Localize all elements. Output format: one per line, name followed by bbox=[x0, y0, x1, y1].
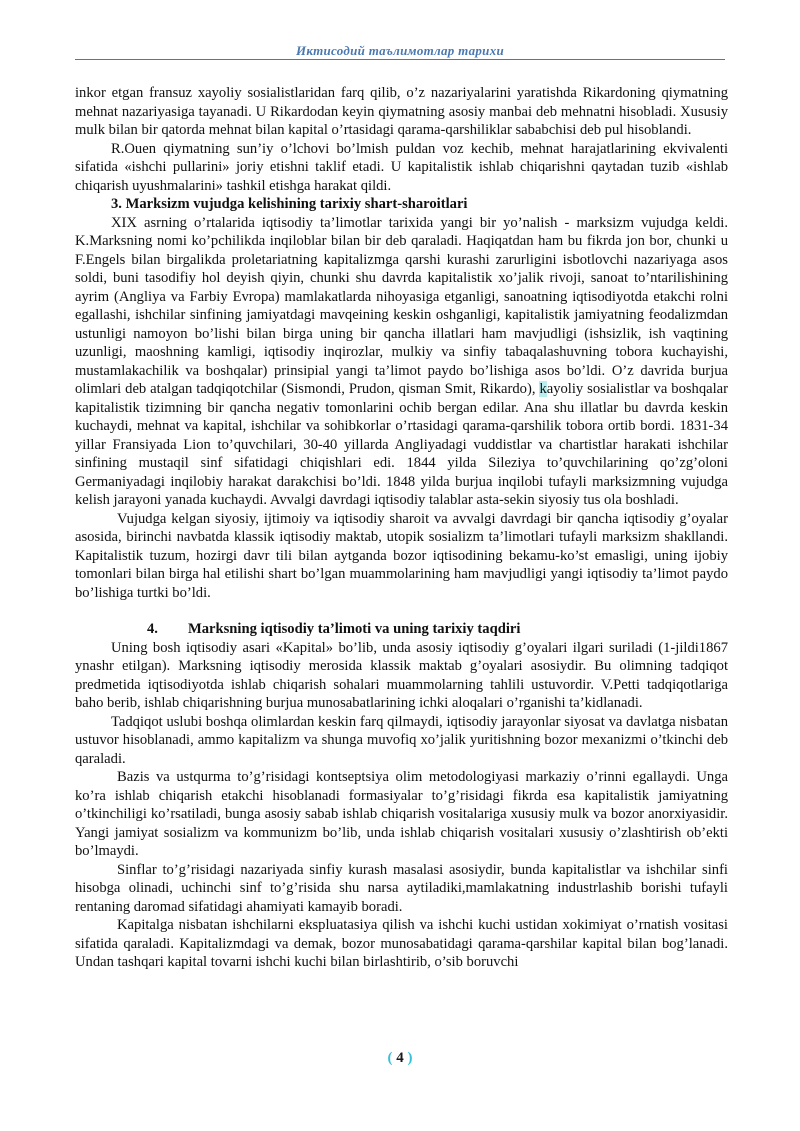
paragraph: Bazis va ustqurma to’g’risidagi kontseptsiya olim metodologiyasi markaziy o’rinni egallaydi. Unga ko’ra ishlab chiqarish etakchi hisoblanadi formasiyalar to’g’risidagi fikrda esa kapitalistik jamiyatning o’tkinchiligi ko’rsatiladi, bunga asosiy sabab ishlab chiqarish vositalariga xususiy mulk va bozor anorxiyasidir. Yangi jamiyat sosializm va kommunizm bo’lib, unda ishlab chiqarish vositalari xususiy o’zlashtirish ob’ekti bo’lmaydi. bbox=[75, 769, 728, 859]
paragraph-text: ayoliy sosialistlar va boshqalar kapitalistik tizimning bir qancha negativ tomonlarini ochib bergan edilar. Ana shu illatlar bu davrda keskin kuchaydi, mehnat va kapital, ishchilar va sohibkorlar o’rtasidagi qarama-qarshilik tobora ortib bordi. 1831-34 yillar Fransiyada Lion to’quvchilari, 30-40 yillarda Angliyadagi vuddistlar va chartistlar harakati ishchilar sinfining mustaqil sinf sifatidagi chiqishlari edi. 1844 yilda Sileziya to’quvchilarining qo’zg’oloni Germaniyadagi inqilobiy harakat darakchisi bo’ldi. 1848 yilda burjua inqilobi tufayli marksizmning vujudga kelish jarayoni yanada kuchaydi. Avvalgi davrdagi iqtisodiy talablar asta-sekin siyosiy tus ola boshladi. bbox=[75, 381, 729, 508]
paragraph: inkor etgan fransuz xayoliy sosialistlaridan farq qilib, o’z nazariyalarini yaratishda Rikardoning qiymatning mehnat nazariyasiga tayanadi. U Rikardodan keyin qiymatning asosiy manbai deb mehnatni hisobladi. Xususiy mulk bilan bir qatorda mehnat bilan kapital o’rtasidagi qarama-qarshiliklar sababchisi deb pul hisoblandi. bbox=[75, 85, 728, 138]
text-cursor-highlight: k bbox=[539, 381, 547, 397]
section-heading-3: 3. Marksizm vujudga kelishining tarixiy shart-sharoitlari bbox=[111, 196, 468, 212]
page-number-value: 4 bbox=[396, 1050, 404, 1066]
section-heading-4 bbox=[75, 620, 728, 639]
paragraph: Sinflar to’g’risidagi nazariyada sinfiy kurash masalasi asosiydir, bunda kapitalistlar va ishchilar sinfi hisobga olinadi, uchinchi sinf to’g’risida shu narsa aytiladiki,mamlakatning industrlashib borishi tufayli rentaning daromad sifatidagi ahamiyati kamayib boradi. bbox=[75, 861, 728, 915]
page-body bbox=[75, 84, 728, 972]
paragraph: Kapitalga nisbatan ishchilarni ekspluatasiya qilish va ishchi kuchi ustidan xokimiyat o’rnatish vositasi sifatida qaraladi. Kapitalizmdagi va demak, bozor munosabatidagi qarama-qarshilar kapital bilan bog’lanadi. Undan tashqari kapital tovarni ishchi kuchi bilan birlashtirib, o’sib boruvchi bbox=[75, 917, 728, 970]
paragraph bbox=[75, 214, 728, 510]
running-header bbox=[75, 42, 725, 60]
paragraph: Vujudga kelgan siyosiy, ijtimoiy va iqtisodiy sharoit va avvalgi davrdagi bir qancha iqtisodiy g’oyalar asosida, birinchi navbatda klassik iqtisodiy maktab, utopik sosializm ta’limotlari tufayli marksizm shakllandi. Kapitalistik tuzum, hozirgi davr tili bilan aytganda bozor iqtisodining bekamu-ko’st emasligi, uning ijobiy tomonlari bilan birga hal etilishi shart bo’lgan muammolarining ham mavjudligi yangi iqtisodiy ta’limot paydo bo’lishiga turtki bo’ldi. bbox=[75, 510, 728, 601]
section-number: 4. bbox=[147, 621, 158, 637]
page-number bbox=[0, 1050, 800, 1067]
page-number-open-bracket: ( bbox=[387, 1050, 393, 1066]
section-title: Marksning iqtisodiy ta’limoti va uning tarixiy taqdiri bbox=[187, 621, 521, 637]
running-header-title: Иктисодий таълимотлар тарихи bbox=[295, 43, 505, 58]
paragraph: R.Ouen qiymatning sun’iy o’lchovi bo’lmish puldan voz kechib, mehnat harajatlarining ekvivalenti sifatida «ishchi pullarini» joriy etishni taklif etadi. U kapitalistik ishlab chiqarishni qaytadan tuzib «ishlab chiqarish uyushmalarini» tashkil etishga harakat qildi. bbox=[75, 140, 728, 194]
page-number-close-bracket: ) bbox=[407, 1050, 413, 1066]
paragraph: Tadqiqot uslubi boshqa olimlardan keskin farq qilmaydi, iqtisodiy jarayonlar siyosat va davlatga nisbatan ustuvor hisoblanadi, ammo kapitalizm va shunga muvofiq xo’jalik yuritishning bozor mexanizmi o’tkinchi deb qaraladi. bbox=[75, 713, 728, 767]
paragraph: Uning bosh iqtisodiy asari «Kapital» bo’lib, unda asosiy iqtisodiy g’oyalari ilgari suriladi (1-jildi1867 ynashr etilgan). Marksning iqtisodiy merosida klassik maktab g’oyalari asosiydir. Bu olimning tadqiqot predmetida iqtisodiyotda ishlab chiqarish sohalari muammolarning tahlili ustuvordir. V.Petti tadqiqotlariga baho berib, ishlab chiqarishning burjua munosabatlarining ichki aloqalari o’rganishi ta’kidlanadi. bbox=[75, 639, 728, 711]
paragraph-text: XIX asrning o’rtalarida iqtisodiy ta’limotlar tarixida yangi bir yo’nalish - marksizm vujudga keldi. K.Marksning nomi ko’pchilikda inqiloblar bilan bir deb qaraladi. Haqiqatdan ham bu fikrda jon bor, chunki u F.Engels bilan birgalikda proletariatning kapitalizmga qarshi kurashi zarurligini isbotlovchi nazariyaga asos soldi, buni tasodifiy hol deyish qiyin, chunki shu davrda kapitalistik xo’jalik rivoji, sanoat to’ntarilishining ayrim (Angliya va Farbiy Evropa) mamlakatlarda nihoyasiga etganligi, sanoatning iqtisodiyotda etakchi rolni egallashi, ishchilar sinfining jamiyatdagi mavqeining keskin oshganligi, kapitalistik jamiyatning feodalizmdan ustunligi namoyon bo’lishi bilan birga uning bir qancha illatlari ham mavjudligi (ishsizlik, ish vaqtining uzunligi, maoshning kamligi, iqtisodiy inqirozlar, mulkiy va sinfiy tabaqalashuvning tobora kuchayishi, mustamlakachilik va boshqalar) prinsipial yangi ta’limot paydo bo’lishiga asos bo’ldi. O’z davrida burjua olimlari deb atalgan tadqiqotchilar (Sismondi, Prudon, qisman Smit, Rikardo), bbox=[75, 214, 728, 397]
